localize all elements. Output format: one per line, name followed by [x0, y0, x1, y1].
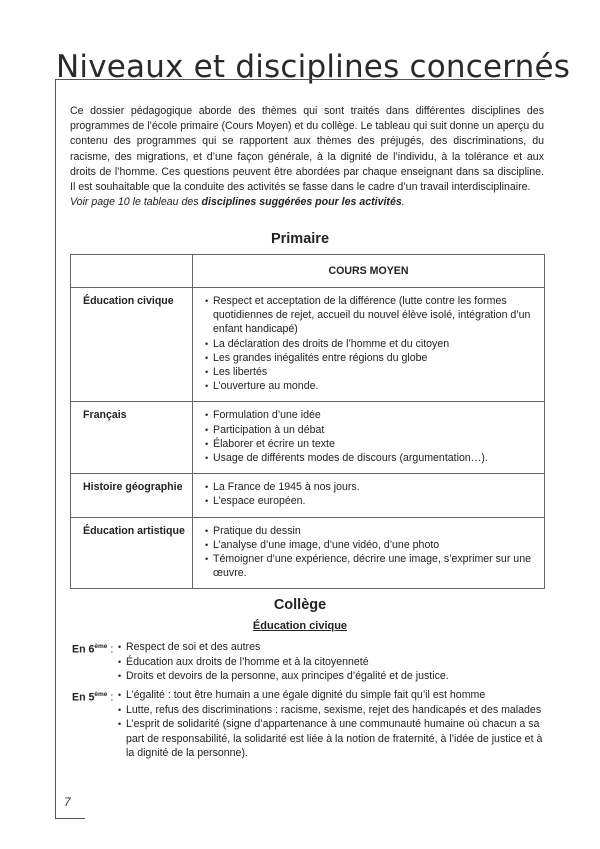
items-cell	[193, 288, 545, 402]
items-cell	[193, 474, 545, 517]
list-item: • L’espace européen.	[205, 494, 536, 508]
list-item: • Pratique du dessin	[205, 524, 536, 538]
level-label-suffix: ème	[94, 691, 108, 698]
subject-cell: Éducation civique	[71, 288, 193, 402]
items-cell	[193, 402, 545, 474]
table-row	[71, 474, 545, 517]
list-item: • La déclaration des droits de l’homme et du citoyen	[205, 337, 536, 351]
frame-left-rule	[55, 79, 56, 819]
table-row	[71, 402, 545, 474]
reference-bold: disciplines suggérées pour les activités	[201, 196, 402, 209]
subject-cell: Éducation artistique	[71, 517, 193, 589]
list-item: • Les grandes inégalités entre régions du globe	[205, 351, 536, 365]
page-number: 7	[64, 795, 71, 809]
level-label-text: En 5	[72, 691, 95, 704]
table-header-empty	[71, 255, 193, 288]
list-item: • L’analyse d’une image, d’une vidéo, d’une photo	[205, 538, 536, 552]
list-item: • L’ouverture au monde.	[205, 379, 536, 393]
list-item: • La France de 1945 à nos jours.	[205, 480, 536, 494]
level-label-separator: :	[107, 691, 114, 704]
college-subheading: Éducation civique	[252, 620, 348, 632]
intro-section	[70, 104, 544, 210]
level-label-separator: :	[107, 643, 114, 656]
primaire-heading: Primaire	[270, 231, 330, 247]
list-item: • Participation à un débat	[205, 423, 536, 437]
level-label	[72, 640, 113, 657]
table-row	[71, 288, 545, 402]
list-item: • Les libertés	[205, 365, 536, 379]
cours-moyen-table	[70, 254, 545, 589]
reference-suffix: .	[401, 196, 405, 209]
subject-cell: Français	[71, 402, 193, 474]
list-item: • Formulation d’une idée	[205, 408, 536, 422]
subject-cell: Histoire géographie	[71, 474, 193, 517]
frame-bottom-rule	[55, 818, 85, 819]
college-heading: Collège	[273, 597, 327, 613]
intro-reference	[70, 195, 544, 210]
page-title: Niveaux et disciplines concernés	[56, 49, 571, 85]
level-label-text: En 6	[72, 643, 95, 656]
table-row	[71, 517, 545, 589]
list-item: • Élaborer et écrire un texte	[205, 437, 536, 451]
table-header-cours-moyen: COURS MOYEN	[193, 255, 545, 288]
intro-paragraph: Ce dossier pédagogique aborde des thèmes qui sont traités dans différentes disciplines des programmes de l’école primaire (Cours Moyen) et du collège. Le tableau qui suit donne un aperçu du contenu des programmes qui se rapportent aux thèmes des préjugés, des discriminations, du racisme, des migrations, et d’une façon générale, à la dignité de l’individu, à la tolérance et aux droits de l’homme. Ces questions peuvent être abordées par chaque enseignant dans sa discipline. Il est souhaitable que la conduite des activités se fasse dans le cadre d’un travail interdisciplinaire.	[70, 105, 544, 194]
list-item: • Respect de soi et des autres	[118, 640, 543, 655]
reference-prefix: Voir page 10 le tableau des	[70, 196, 202, 209]
level-items	[118, 640, 543, 684]
list-item: • L’esprit de solidarité (signe d’appartenance à une communauté humaine où chacun a sa part de responsabilité, la solidarité est liée à la notion de fraternité, à l’idée de justice et à la dignité de la personne).	[118, 717, 543, 761]
list-item: • Lutte, refus des discriminations : racisme, sexisme, rejet des handicapés et des malades	[118, 703, 543, 718]
level-items	[118, 688, 543, 761]
list-item: • Usage de différents modes de discours (argumentation…).	[205, 451, 536, 465]
list-item: • L’égalité : tout être humain a une égale dignité du simple fait qu’il est homme	[118, 688, 543, 703]
level-label	[72, 688, 113, 705]
table-header-row	[71, 255, 545, 288]
level-label-suffix: ème	[94, 643, 108, 650]
list-item: • Témoigner d’une expérience, décrire une image, s’exprimer sur une œuvre.	[205, 552, 536, 580]
list-item: • Éducation aux droits de l’homme et à la citoyenneté	[118, 655, 543, 670]
frame-top-rule	[55, 79, 545, 80]
list-item: • Respect et acceptation de la différence (lutte contre les formes quotidiennes de rejet, accueil du nouvel élève isolé, intégration d’un enfant handicapé)	[205, 294, 536, 337]
items-cell	[193, 517, 545, 589]
list-item: • Droits et devoirs de la personne, aux principes d’égalité et de justice.	[118, 669, 543, 684]
